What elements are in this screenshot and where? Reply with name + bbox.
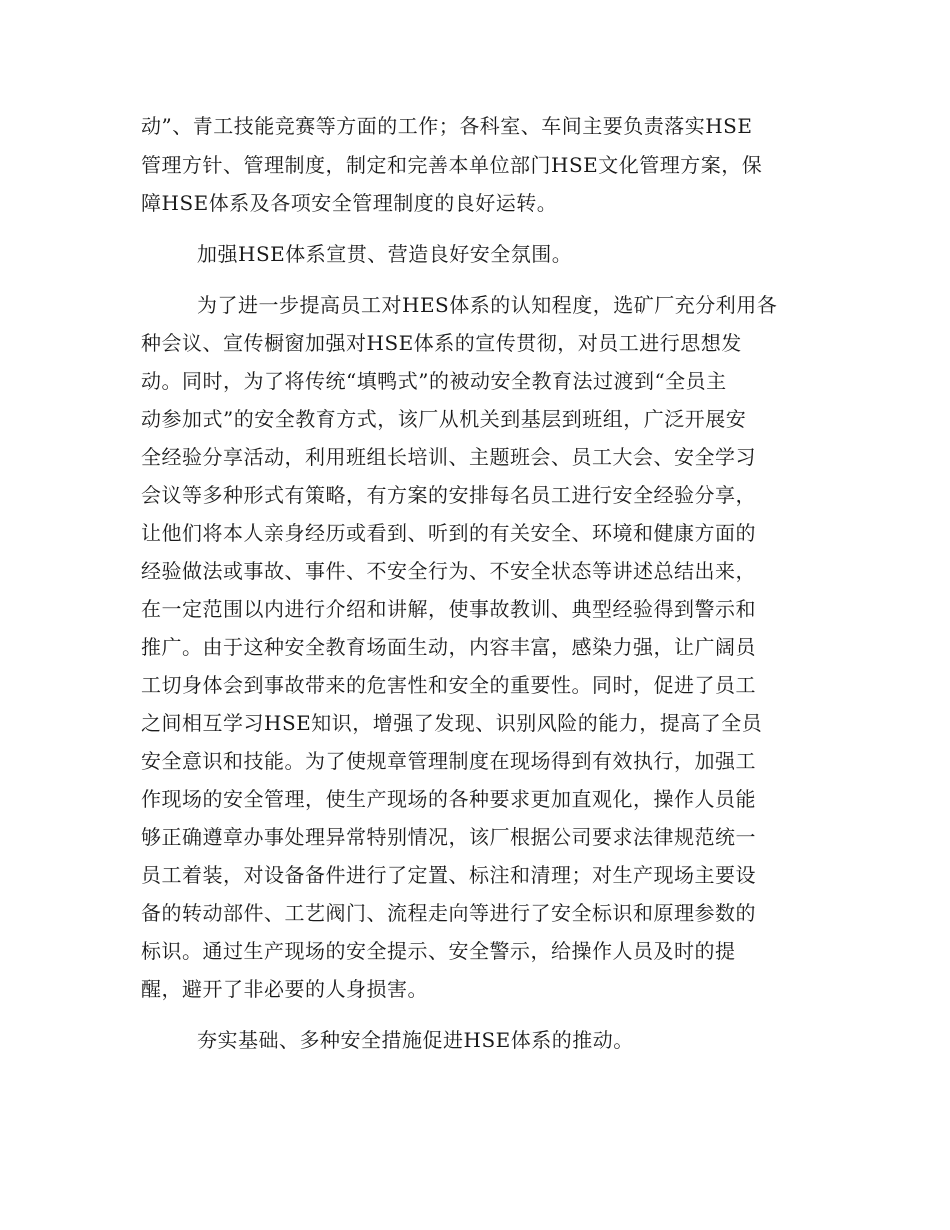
text-line: 管理方针、管理制度，制定和完善本单位部门HSE文化管理方案，保	[141, 153, 763, 177]
text-line: 动”、青工技能竞赛等方面的工作；各科室、车间主要负责落实HSE	[141, 114, 753, 138]
text-line: 员工着装，对设备备件进行了定置、标注和清理；对生产现场主要设	[141, 863, 756, 887]
section-heading: 加强HSE体系宣贯、营造良好安全氛围。	[197, 242, 573, 266]
text-line: 为了进一步提高员工对HES体系的认知程度，选矿厂充分利用各	[197, 293, 778, 317]
text-line: 全经验分享活动，利用班组长培训、主题班会、员工大会、安全学习	[141, 445, 756, 469]
section-heading: 夯实基础、多种安全措施促进HSE体系的推动。	[197, 1028, 634, 1052]
text-line: 推广。由于这种安全教育场面生动，内容丰富，感染力强，让广阔员	[141, 635, 756, 659]
text-line: 备的转动部件、工艺阀门、流程走向等进行了安全标识和原理参数的	[141, 901, 756, 925]
text-line: 作现场的安全管理，使生产现场的各种要求更加直观化，操作人员能	[141, 787, 756, 811]
text-line: 会议等多种形式有策略，有方案的安排每名员工进行安全经验分享，	[141, 483, 756, 507]
text-line: 动。同时，为了将传统“填鸭式”的被动安全教育法过渡到“全员主	[141, 369, 727, 393]
text-line: 种会议、宣传橱窗加强对HSE体系的宣传贯彻，对员工进行思想发	[141, 331, 742, 355]
text-line: 够正确遵章办事处理异常特别情况，该厂根据公司要求法律规范统一	[141, 825, 756, 849]
text-line: 之间相互学习HSE知识，增强了发现、识别风险的能力，提高了全员	[141, 711, 763, 735]
text-line: 动参加式”的安全教育方式，该厂从机关到基层到班组，广泛开展安	[141, 407, 747, 431]
text-line: 标识。通过生产现场的安全提示、安全警示，给操作人员及时的提	[141, 939, 736, 963]
text-line: 工切身体会到事故带来的危害性和安全的重要性。同时，促进了员工	[141, 673, 756, 697]
text-line: 经验做法或事故、事件、不安全行为、不安全状态等讲述总结出来，	[141, 559, 756, 583]
text-line: 在一定范围以内进行介绍和讲解，使事故教训、典型经验得到警示和	[141, 597, 756, 621]
text-line: 让他们将本人亲身经历或看到、听到的有关安全、环境和健康方面的	[141, 521, 756, 545]
text-line: 障HSE体系及各项安全管理制度的良好运转。	[141, 191, 558, 215]
text-line: 安全意识和技能。为了使规章管理制度在现场得到有效执行，加强工	[141, 749, 756, 773]
text-line: 醒，避开了非必要的人身损害。	[141, 977, 428, 1001]
